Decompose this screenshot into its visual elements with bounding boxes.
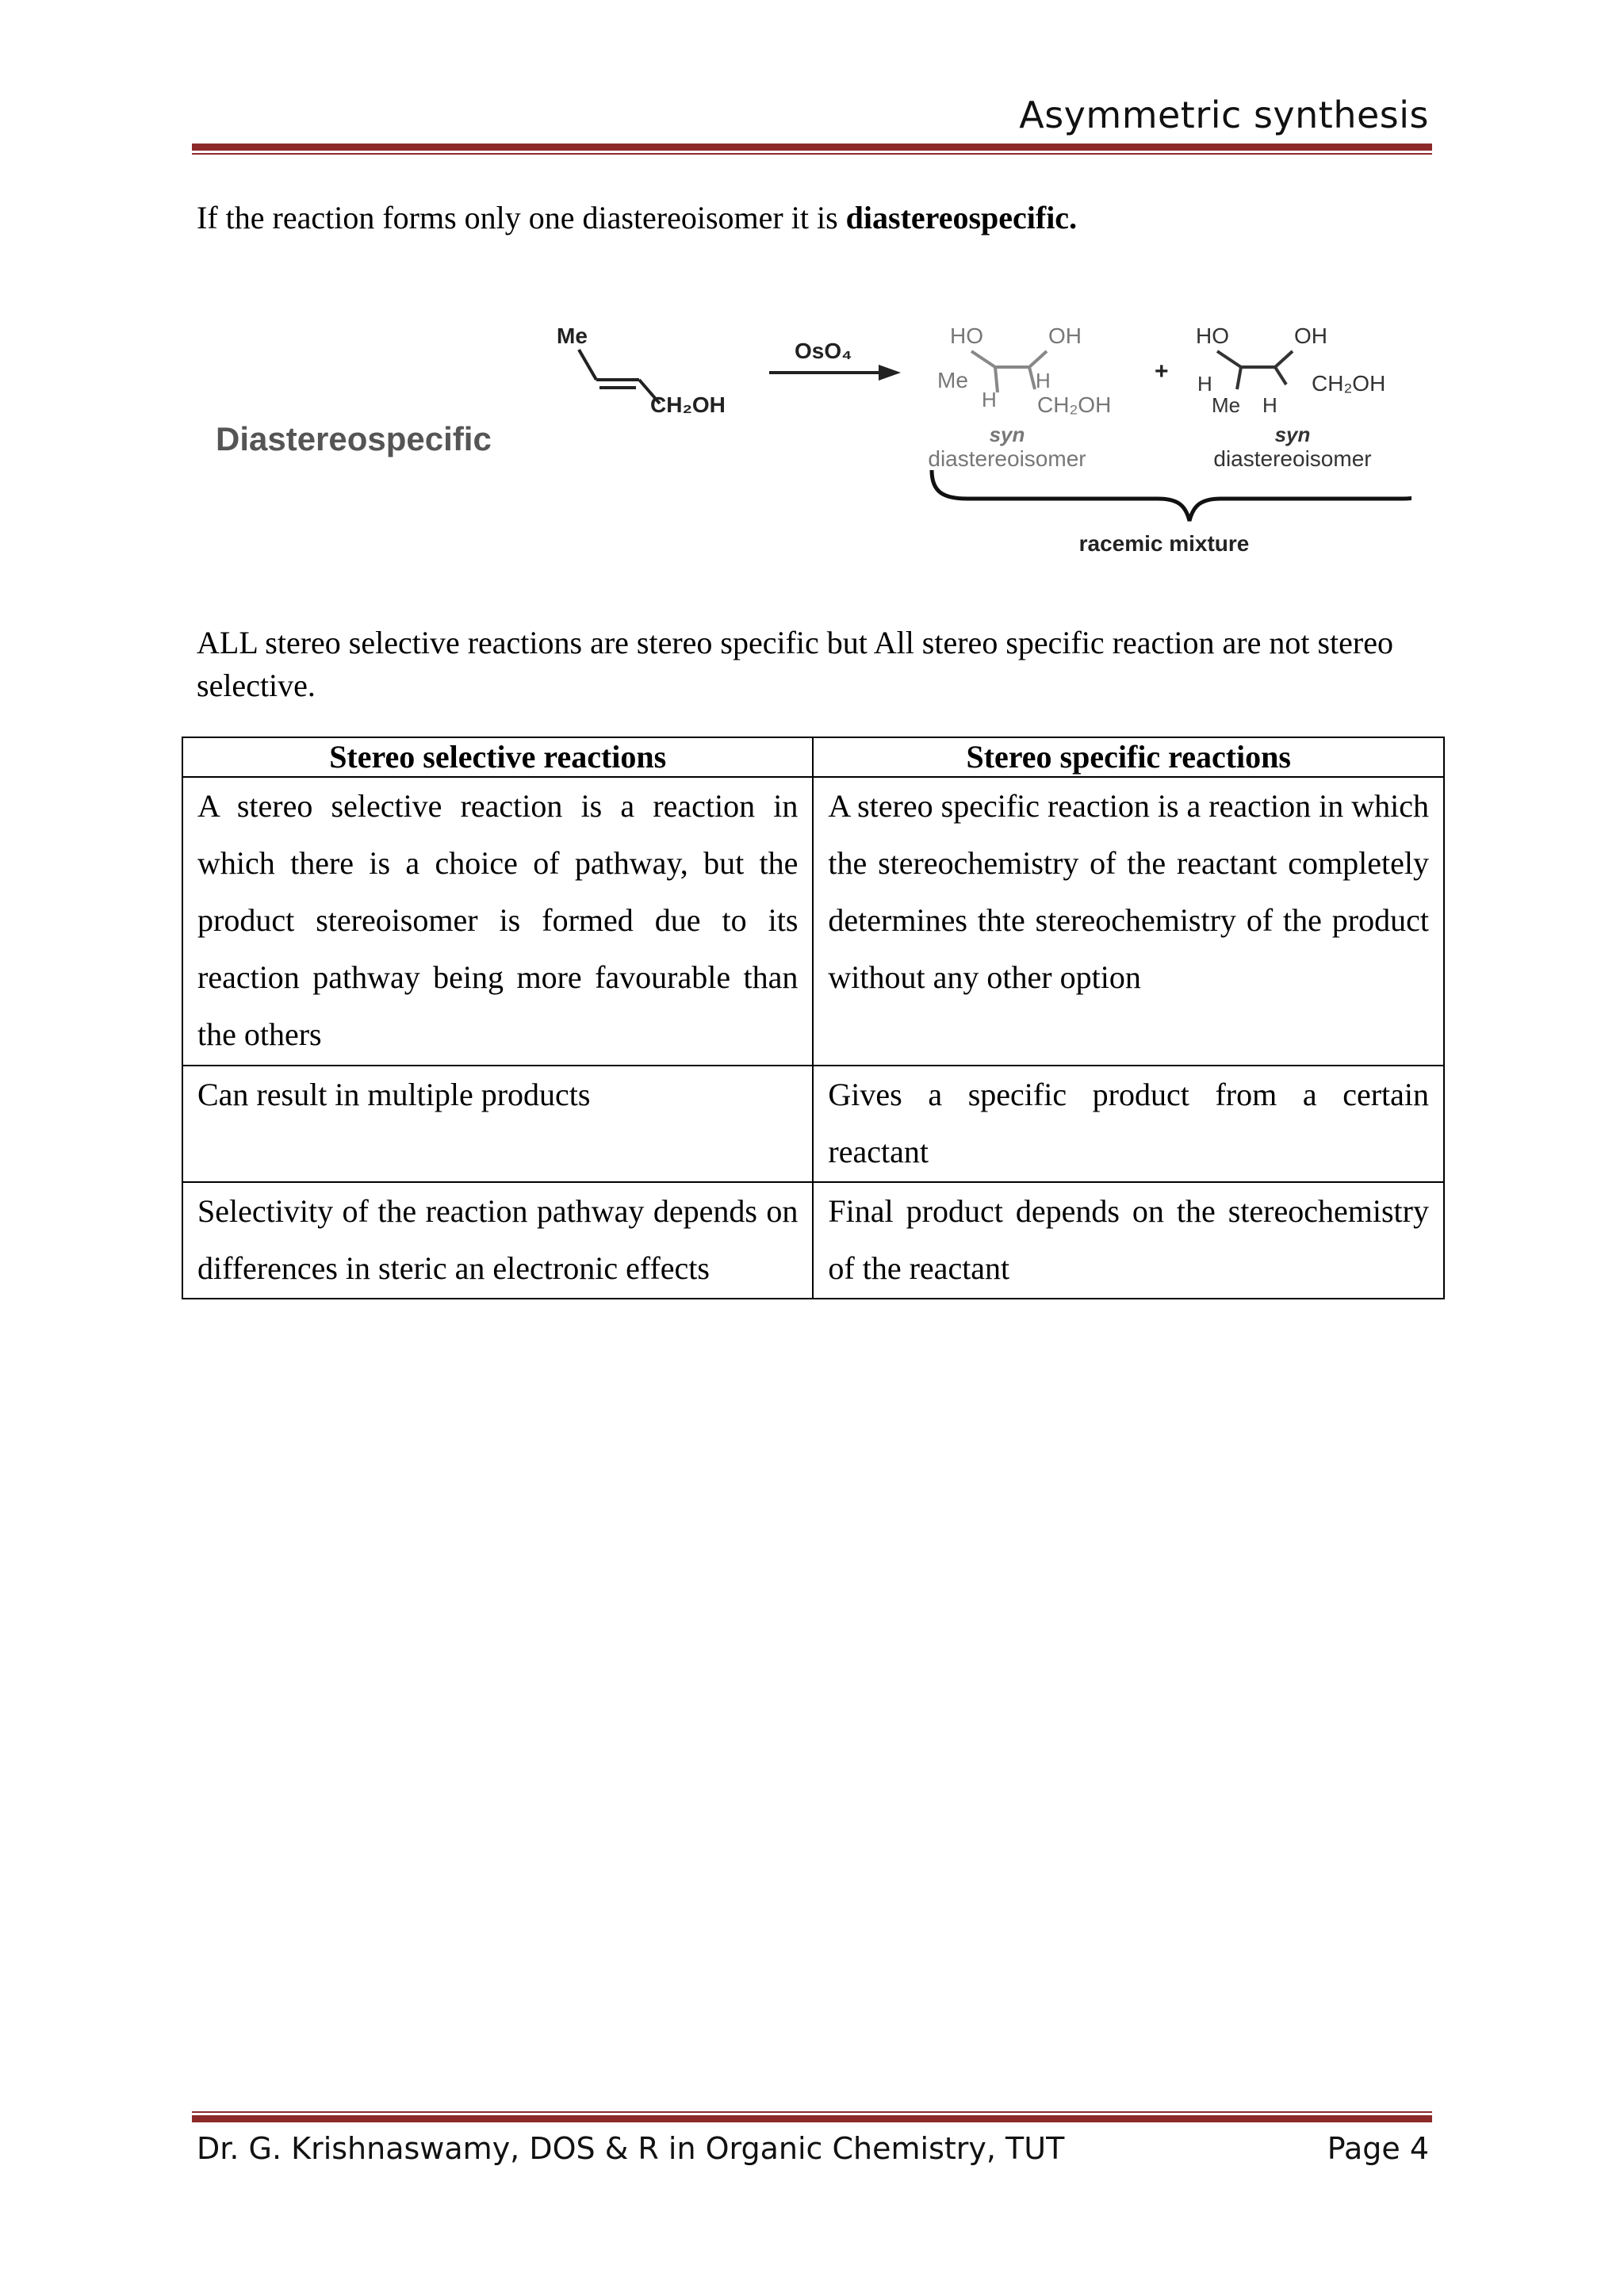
footer-author: Dr. G. Krishnaswamy, DOS & R in Organic Chemistry, TUT (197, 2131, 1065, 2166)
table-header-specific: Stereo specific reactions (813, 737, 1444, 777)
header-rule (192, 144, 1432, 155)
svg-text:OH: OH (1294, 323, 1327, 348)
table-cell: Final product depends on the stereochemistry of the reactant (813, 1182, 1444, 1299)
racemic-brace (932, 470, 1411, 521)
svg-text:H: H (1036, 369, 1051, 392)
table-row (182, 1182, 1444, 1299)
svg-text:diastereoisomer: diastereoisomer (928, 446, 1086, 471)
footer-rule (192, 2111, 1432, 2122)
svg-text:diastereoisomer: diastereoisomer (1213, 446, 1372, 471)
table-cell: Can result in multiple products (182, 1066, 813, 1182)
running-header-title: Asymmetric synthesis (1019, 94, 1429, 136)
reactant-alkene-bonds (579, 350, 660, 404)
svg-text:H: H (1197, 372, 1212, 396)
svg-text:syn: syn (1274, 423, 1311, 446)
table-cell: A stereo selective reaction is a reaction in which there is a choice of pathway, but the product stereoisomer is formed due to its reaction pathway being more favourable than the others (182, 777, 813, 1066)
diastereospecific-reaction-scheme (206, 305, 1411, 567)
svg-text:CH₂OH: CH₂OH (1312, 371, 1386, 396)
intro-text: If the reaction forms only one diastereoisomer it is (197, 200, 846, 235)
intro-bold-term: diastereospecific. (845, 200, 1078, 235)
reagent-label: OsO₄ (795, 339, 852, 363)
intro-paragraph (197, 197, 1434, 239)
svg-text:HO: HO (1196, 323, 1229, 348)
svg-text:OH: OH (1048, 323, 1082, 348)
table-cell: A stereo specific reaction is a reaction in which the stereochemistry of the reactant completely determines thte stereochemistry of the product without any other option (813, 777, 1444, 1066)
comparison-table (182, 737, 1445, 1299)
table-header-selective: Stereo selective reactions (182, 737, 813, 777)
table-row (182, 1066, 1444, 1182)
page-number: Page 4 (1327, 2131, 1429, 2166)
plus-sign: + (1155, 358, 1169, 385)
svg-text:H: H (982, 388, 997, 411)
svg-text:CH₂OH: CH₂OH (1037, 392, 1112, 417)
svg-text:Me: Me (1212, 393, 1241, 417)
product-2 (1196, 323, 1385, 471)
svg-text:Me: Me (937, 368, 968, 392)
reactant-ch2oh: CH₂OH (650, 392, 726, 417)
table-cell: Selectivity of the reaction pathway depends on differences in steric an electronic effects (182, 1182, 813, 1299)
svg-text:H: H (1262, 393, 1277, 417)
svg-text:HO: HO (950, 323, 983, 348)
table-row (182, 777, 1444, 1066)
table-cell: Gives a specific product from a certain reactant (813, 1066, 1444, 1182)
reactant-me: Me (557, 323, 588, 348)
scheme-label: Diastereospecific (216, 420, 492, 457)
product-1 (928, 323, 1111, 471)
stereo-statement: ALL stereo selective reactions are stereo specific but All stereo specific reaction are not stereo selective. (197, 625, 1393, 703)
svg-text:syn: syn (989, 423, 1025, 446)
racemic-mixture-label: racemic mixture (1078, 531, 1250, 556)
reaction-arrow (769, 365, 901, 381)
